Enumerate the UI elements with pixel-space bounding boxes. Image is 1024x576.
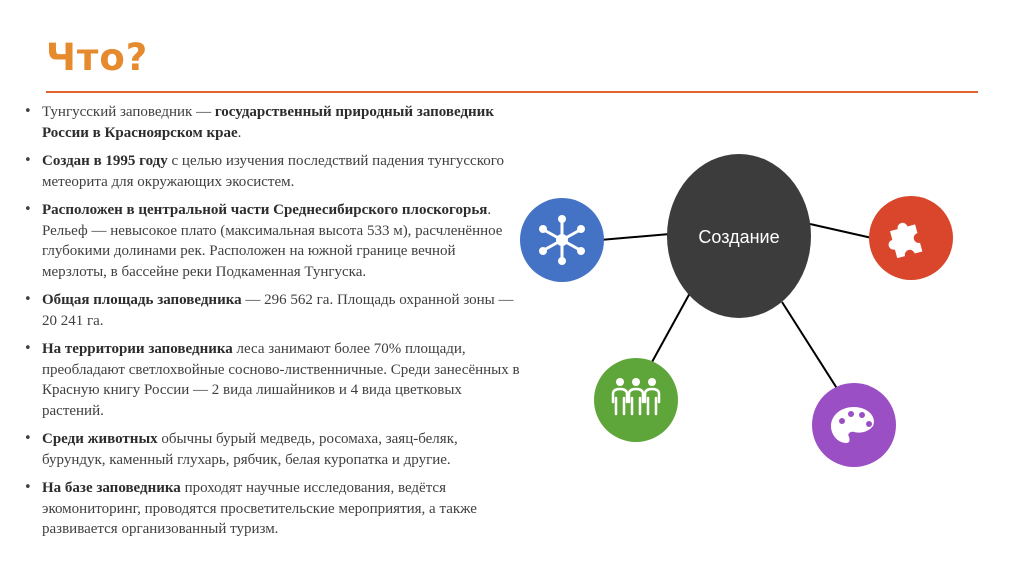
bullet-marker: • (24, 202, 32, 217)
puzzle-node[interactable] (869, 196, 953, 280)
bullet-marker: • (24, 104, 32, 119)
bullet-bold-text: На базе заповедника (42, 480, 181, 496)
bullet-item (24, 478, 524, 540)
bullet-item (24, 290, 524, 331)
bullet-item (24, 339, 524, 421)
bullet-text: . Рельеф — невысокое плато (максимальная высота 533 м), расчленённое глубокими долинами рек. Расположен на южной границе вечной мерзлоты, в бассейне реки Подкаменная Тунгуска. (42, 202, 503, 280)
bullet-text: — 296 562 га. Площадь охранной зоны — 20 241 га. (42, 292, 514, 329)
palette-node[interactable] (812, 383, 896, 467)
bullet-text: леса занимают более 70% площади, преобладают светлохвойные сосново-лиственничные. Среди занесённых в Красную книгу России — 2 вида лишайников и 4 вида цветковых растений. (42, 341, 520, 419)
bullet-item (24, 102, 524, 143)
bullet-marker: • (24, 153, 32, 168)
bullet-list (24, 102, 524, 548)
bullet-item (24, 151, 524, 192)
bullet-marker: • (24, 480, 32, 495)
bullet-marker: • (24, 292, 32, 307)
bullet-bold-text: На территории заповедника (42, 341, 233, 357)
slide-title: Что? (46, 36, 149, 79)
bullet-bold-text: государственный природный заповедник России в Красноярском крае (42, 104, 494, 141)
bullet-text: . (237, 124, 242, 141)
connector-puzzle (810, 224, 872, 238)
bullet-marker: • (24, 341, 32, 356)
bullet-marker: • (24, 431, 32, 446)
center-label: Создание (698, 227, 780, 247)
bullet-bold-text: Общая площадь заповедника (42, 292, 242, 308)
bullet-item (24, 200, 524, 282)
bullet-bold-text: Расположен в центральной части Среднесибирского плоскогорья (42, 202, 488, 218)
bullet-text: с целью изучения последствий падения тунгусского метеорита для окружающих экосистем. (42, 153, 505, 190)
network-node[interactable] (520, 198, 604, 282)
title-divider (46, 91, 978, 93)
connector-palette (782, 302, 838, 390)
bullet-bold-text: Среди животных (42, 431, 158, 447)
bullet-text: Тунгусский заповедник — (42, 104, 215, 120)
people-node[interactable] (594, 358, 678, 442)
center-node[interactable] (667, 154, 811, 318)
bullet-text: обычны бурый медведь, росомаха, заяц-беляк, бурундук, каменный глухарь, рябчик, белая куропатка и другие. (42, 431, 458, 468)
bullet-bold-text: Создан в 1995 году (42, 153, 168, 169)
connector-network (600, 234, 670, 240)
bullet-item (24, 429, 524, 470)
bullet-text: проходят научные исследования, ведётся экомониторинг, проводятся просветительские мероприятия, а также развивается организованный туризм. (42, 480, 477, 537)
